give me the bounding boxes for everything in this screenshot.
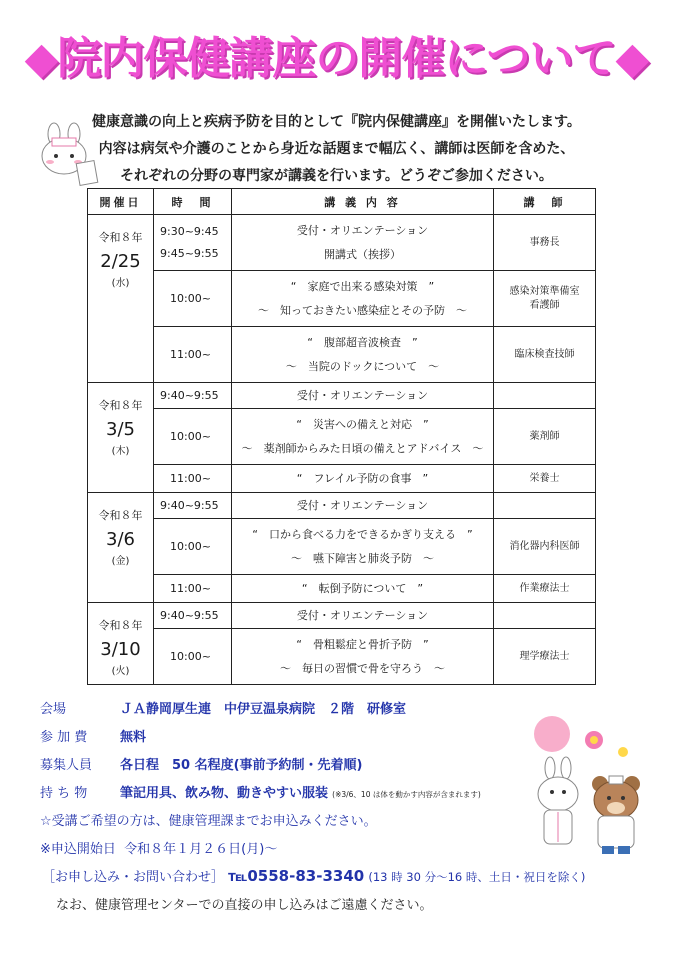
table-row bbox=[88, 383, 596, 409]
table-row bbox=[88, 603, 596, 629]
start-line bbox=[40, 838, 277, 857]
time-cell bbox=[154, 629, 232, 685]
time-text: 10:00~ bbox=[170, 429, 211, 443]
time-cell bbox=[154, 327, 232, 383]
date-era: 令和８年 bbox=[98, 509, 143, 522]
content-text: “ 転倒予防について ” bbox=[301, 581, 424, 595]
header-lecturer: 講 師 bbox=[494, 189, 596, 215]
time-cell bbox=[154, 603, 232, 629]
content-cell bbox=[232, 271, 494, 327]
time-text: 11:00~ bbox=[170, 581, 211, 595]
content-text: ～ 薬剤師からみた日頃の備えとアドバイス ～ bbox=[241, 441, 484, 455]
content-cell bbox=[232, 409, 494, 465]
date-era: 令和８年 bbox=[98, 231, 143, 244]
time-cell bbox=[154, 493, 232, 519]
date-cell bbox=[88, 603, 154, 685]
date-day: 3/5 bbox=[106, 419, 135, 440]
header-content: 講 義 内 容 bbox=[232, 189, 494, 215]
date-day: 2/25 bbox=[100, 251, 141, 272]
fee-value: 無料 bbox=[120, 730, 147, 745]
date-dow: (金) bbox=[111, 556, 130, 567]
content-text: ～ 毎日の習慣で骨を守ろう ～ bbox=[280, 661, 445, 675]
header-date: 開催日 bbox=[88, 189, 154, 215]
lecturer-cell: 薬剤師 bbox=[494, 409, 596, 465]
content-text: 受付・オリエンテーション bbox=[296, 223, 429, 237]
time-cell bbox=[154, 215, 232, 271]
time-text: 10:00~ bbox=[170, 649, 211, 663]
header-time: 時 間 bbox=[154, 189, 232, 215]
content-text: “ 口から食べる力をできるかぎり支える ” bbox=[252, 527, 473, 541]
time-cell bbox=[154, 409, 232, 465]
content-text: “ 災害への備えと対応 ” bbox=[296, 417, 429, 431]
time-text: 10:00~ bbox=[170, 539, 211, 553]
content-cell bbox=[232, 629, 494, 685]
time-text: 11:00~ bbox=[170, 471, 211, 485]
schedule-table bbox=[87, 188, 596, 685]
bring-note: (※3/6、10 は体を動かす内容が含まれます) bbox=[332, 790, 481, 799]
table-row bbox=[88, 575, 596, 603]
start-label: ※申込開始日 bbox=[40, 842, 116, 857]
lecturer-cell bbox=[494, 603, 596, 629]
content-text: 受付・オリエンテーション bbox=[296, 608, 429, 622]
date-day: 3/6 bbox=[106, 529, 135, 550]
content-text: ～ 嚥下障害と肺炎予防 ～ bbox=[291, 551, 434, 565]
time-text: 9:40~9:55 bbox=[160, 498, 219, 512]
content-text: “ 骨粗鬆症と骨折予防 ” bbox=[296, 637, 429, 651]
content-cell bbox=[232, 519, 494, 575]
contact-label: ［お申し込み・お問い合わせ］ bbox=[42, 870, 225, 885]
date-cell bbox=[88, 383, 154, 493]
contact-line bbox=[42, 866, 585, 885]
date-dow: (水) bbox=[111, 278, 130, 289]
table-row bbox=[88, 271, 596, 327]
content-text: “ フレイル予防の食事 ” bbox=[296, 471, 429, 485]
venue-line bbox=[40, 698, 406, 717]
time-text: 11:00~ bbox=[170, 347, 211, 361]
footer-note: なお、健康管理センターでの直接の申し込みはご遠慮ください。 bbox=[56, 898, 433, 913]
content-cell bbox=[232, 215, 494, 271]
content-text: “ 家庭で出来る感染対策 ” bbox=[290, 279, 435, 293]
intro-line-1: 健康意識の向上と疾病予防を目的として『院内保健講座』を開催いたします。 bbox=[92, 114, 581, 130]
fee-line bbox=[40, 726, 146, 745]
content-cell bbox=[232, 465, 494, 493]
content-cell bbox=[232, 383, 494, 409]
capacity-line bbox=[40, 754, 363, 773]
content-text: 受付・オリエンテーション bbox=[296, 388, 429, 402]
venue-label: 会場 bbox=[40, 702, 67, 717]
notice-line: ☆受講ご希望の方は、健康管理課までお申込みください。 bbox=[40, 814, 377, 829]
content-text: 受付・オリエンテーション bbox=[296, 498, 429, 512]
lecturer-cell bbox=[494, 383, 596, 409]
time-cell bbox=[154, 465, 232, 493]
date-era: 令和８年 bbox=[98, 619, 143, 632]
date-cell bbox=[88, 215, 154, 383]
table-row bbox=[88, 327, 596, 383]
date-cell bbox=[88, 493, 154, 603]
capacity-label: 募集人員 bbox=[40, 758, 93, 773]
lecturer-cell: 栄養士 bbox=[494, 465, 596, 493]
bring-line bbox=[40, 782, 481, 801]
bring-label: 持 ち 物 bbox=[40, 786, 88, 801]
contact-hours: (13 時 30 分～16 時、土日・祝日を除く) bbox=[368, 870, 586, 884]
fee-label: 参 加 費 bbox=[40, 730, 88, 745]
content-cell bbox=[232, 575, 494, 603]
time-text: 9:30~9:45 bbox=[160, 224, 219, 238]
time-text: 10:00~ bbox=[170, 291, 211, 305]
content-cell bbox=[232, 603, 494, 629]
lecturer-cell: 理学療法士 bbox=[494, 629, 596, 685]
date-dow: (火) bbox=[111, 666, 130, 677]
intro-line-3: それぞれの分野の専門家が講義を行います。どうぞご参加ください。 bbox=[120, 168, 553, 184]
time-text: 9:40~9:55 bbox=[160, 388, 219, 402]
date-dow: (木) bbox=[111, 446, 130, 457]
time-cell bbox=[154, 271, 232, 327]
page-title: ◆院内保健講座の開催について◆ bbox=[24, 33, 649, 84]
bring-value: 筆記用具、飲み物、動きやすい服装 bbox=[120, 786, 329, 801]
time-cell bbox=[154, 519, 232, 575]
content-text: ～ 知っておきたい感染症とその予防 ～ bbox=[258, 303, 467, 317]
time-cell bbox=[154, 575, 232, 603]
tel-number: ℡0558-83-3340 bbox=[228, 867, 365, 885]
lecturer-cell: 感染対策準備室 看護師 bbox=[494, 271, 596, 327]
lecturer-cell bbox=[494, 493, 596, 519]
table-header-row bbox=[88, 189, 596, 215]
bunny-and-bear-mascots-icon bbox=[528, 712, 648, 858]
venue-value: ＪＡ静岡厚生連 中伊豆温泉病院 ２階 研修室 bbox=[120, 702, 407, 717]
capacity-value: 各日程 50 名程度(事前予約制・先着順) bbox=[120, 758, 363, 773]
lecturer-cell: 作業療法士 bbox=[494, 575, 596, 603]
content-text: “ 腹部超音波検査 ” bbox=[307, 335, 418, 349]
table-row bbox=[88, 215, 596, 271]
time-text: 9:40~9:55 bbox=[160, 608, 219, 622]
table-row bbox=[88, 519, 596, 575]
content-cell bbox=[232, 327, 494, 383]
content-text: 開講式（挨拶） bbox=[324, 247, 401, 261]
start-date: 令和８年１月２６日(月)～ bbox=[124, 842, 278, 857]
lecturer-cell: 消化器内科医師 bbox=[494, 519, 596, 575]
lecturer-cell: 事務長 bbox=[494, 215, 596, 271]
table-row bbox=[88, 465, 596, 493]
time-cell bbox=[154, 383, 232, 409]
lecturer-cell: 臨床検査技師 bbox=[494, 327, 596, 383]
content-text: ～ 当院のドックについて ～ bbox=[285, 359, 440, 373]
table-row bbox=[88, 493, 596, 519]
time-text: 9:45~9:55 bbox=[160, 246, 219, 260]
table-row bbox=[88, 629, 596, 685]
intro-line-2: 内容は病気や介護のことから身近な話題まで幅広く、講師は医師を含めた、 bbox=[98, 141, 575, 157]
date-era: 令和８年 bbox=[98, 399, 143, 412]
table-row bbox=[88, 409, 596, 465]
content-cell bbox=[232, 493, 494, 519]
date-day: 3/10 bbox=[100, 639, 141, 660]
